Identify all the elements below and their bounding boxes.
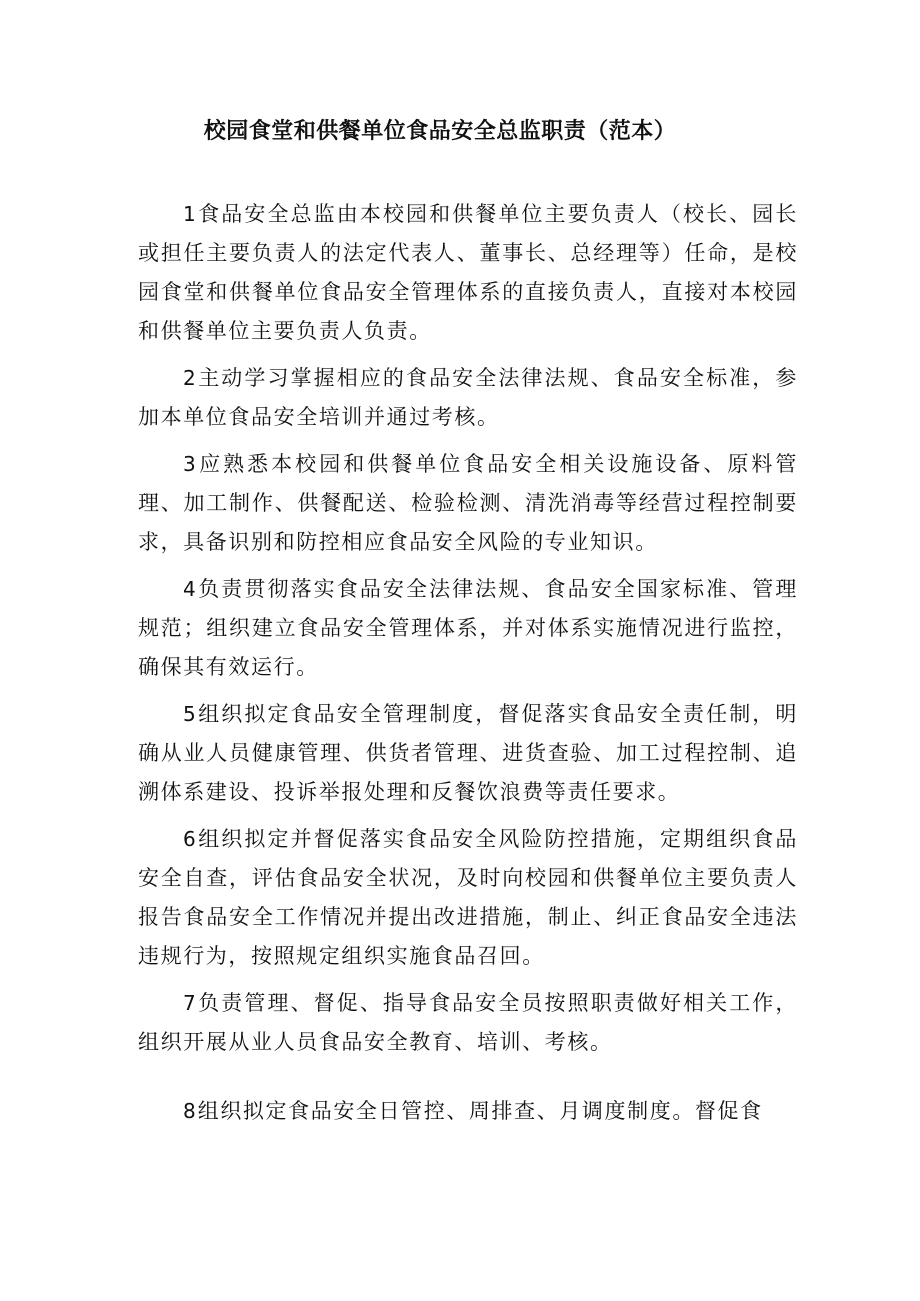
duty-paragraph-2 — [138, 359, 798, 437]
paragraph-number: 7 — [183, 991, 196, 1015]
paragraph-text: 组织拟定食品安全管理制度，督促落实食品安全责任制，明确从业人员健康管理、供货者管理、进货查验、加工过程控制、追溯体系建设、投诉举报处理和反餐饮浪费等责任要求。 — [138, 702, 798, 804]
paragraph-number: 5 — [183, 702, 196, 726]
duty-paragraph-3 — [138, 445, 798, 562]
document-body — [138, 195, 798, 1131]
paragraph-number: 1 — [183, 202, 196, 226]
duty-paragraph-1 — [138, 195, 798, 351]
paragraph-number: 4 — [183, 577, 196, 601]
paragraph-number: 2 — [183, 366, 196, 390]
paragraph-text: 应熟悉本校园和供餐单位食品安全相关设施设备、原料管理、加工制作、供餐配送、检验检测、清洗消毒等经营过程控制要求，具备识别和防控相应食品安全风险的专业知识。 — [138, 452, 798, 554]
paragraph-text: 负责贯彻落实食品安全法律法规、食品安全国家标准、管理规范；组织建立食品安全管理体系，并对体系实施情况进行监控，确保其有效运行。 — [138, 577, 798, 679]
duty-paragraph-5 — [138, 695, 798, 812]
document-title: 校园食堂和供餐单位食品安全总监职责（范本） — [203, 119, 677, 144]
duty-paragraph-6 — [138, 820, 798, 976]
duty-paragraph-4 — [138, 570, 798, 687]
paragraph-text: 组织拟定并督促落实食品安全风险防控措施，定期组织食品安全自查，评估食品安全状况，及时向校园和供餐单位主要负责人报告食品安全工作情况并提出改进措施，制止、纠正食品安全违法违规行为，按照规定组织实施食品召回。 — [138, 827, 798, 968]
paragraph-text: 食品安全总监由本校园和供餐单位主要负责人（校长、园长或担任主要负责人的法定代表人、董事长、总经理等）任命，是校园食堂和供餐单位食品安全管理体系的直接负责人，直接对本校园和供餐单位主要负责人负责。 — [138, 202, 798, 343]
paragraph-text: 组织拟定食品安全日管控、周排查、月调度制度。督促食 — [197, 1099, 763, 1123]
paragraph-text: 主动学习掌握相应的食品安全法律法规、食品安全标准，参加本单位食品安全培训并通过考核。 — [138, 366, 798, 429]
paragraph-text: 负责管理、督促、指导食品安全员按照职责做好相关工作，组织开展从业人员食品安全教育、培训、考核。 — [138, 991, 798, 1054]
duty-paragraph-8 — [138, 1092, 798, 1131]
paragraph-number: 8 — [183, 1099, 196, 1123]
paragraph-number: 6 — [183, 827, 196, 851]
duty-paragraph-7 — [138, 984, 798, 1062]
paragraph-number: 3 — [183, 452, 196, 476]
